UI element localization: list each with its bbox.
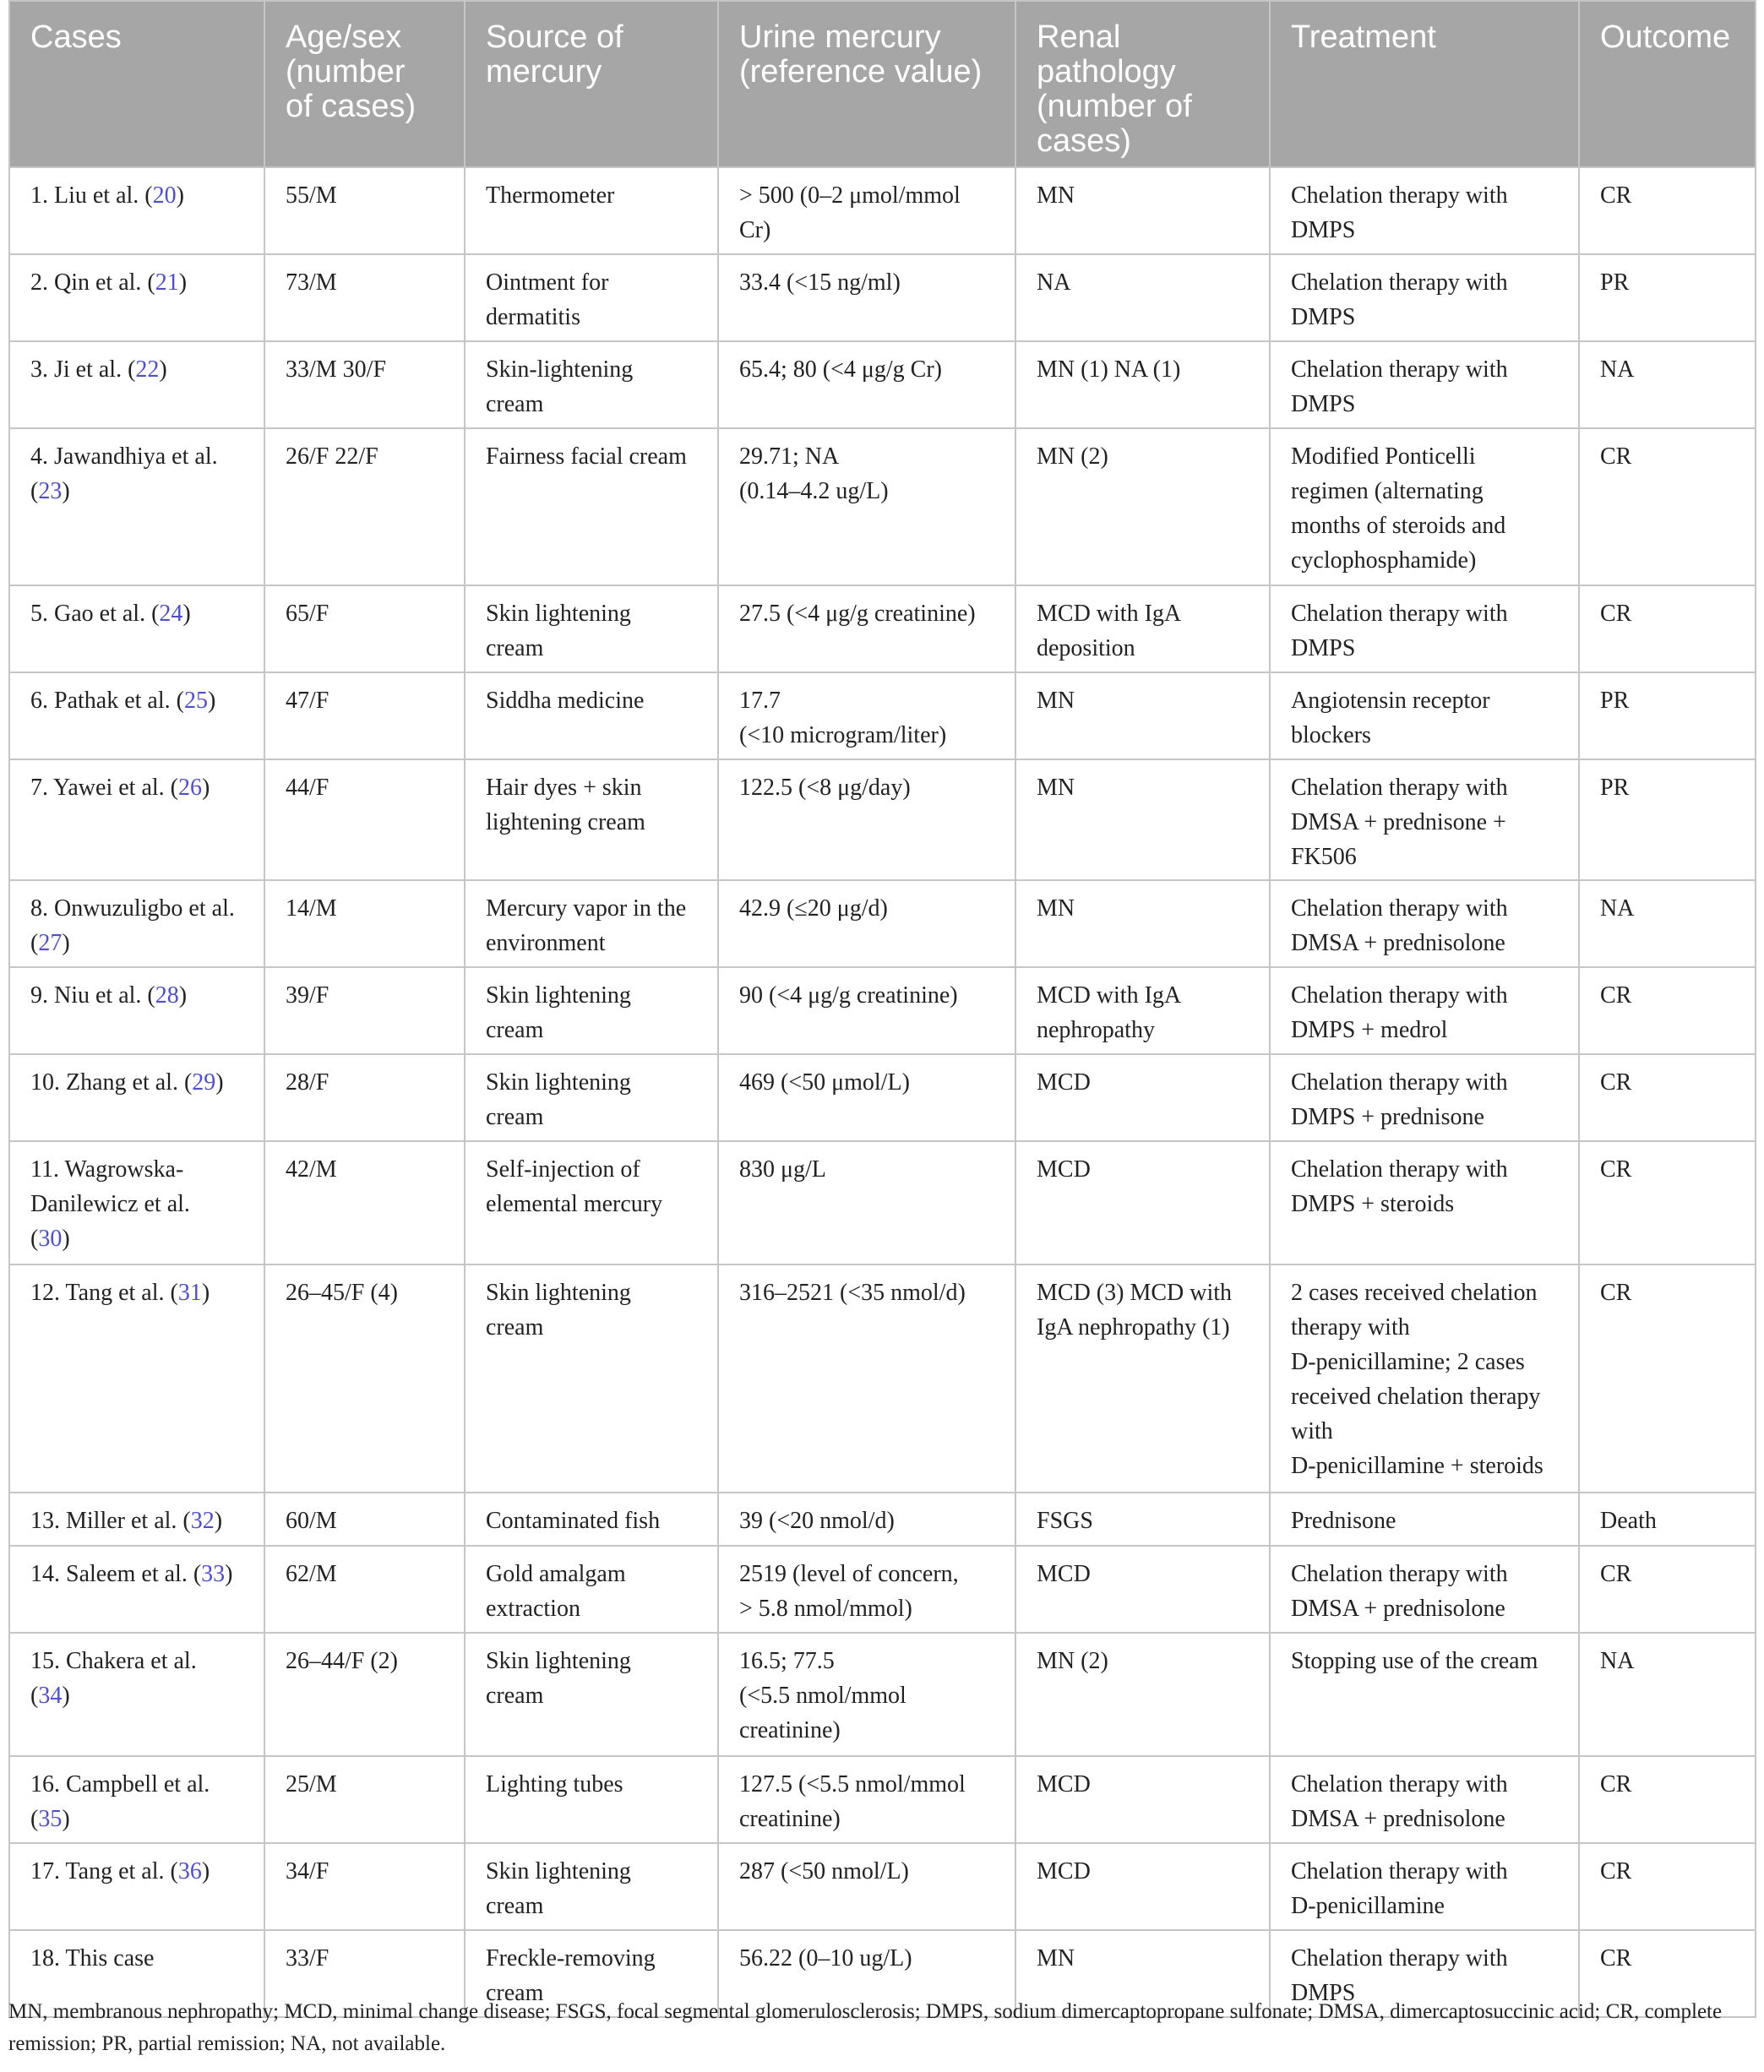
cell-age-sex: 26/F 22/F [264,428,465,585]
case-author: 7. Yawei et al. ( [30,775,178,801]
case-reference-link[interactable]: 27 [38,930,63,956]
table-row [9,880,1756,967]
cell-urine-mercury: 29.71; NA (0.14–4.2 ug/L) [718,428,1015,585]
cell-source: Skin lightening cream [465,967,718,1054]
table-body [9,167,1756,2017]
cases-table [8,0,1756,2018]
cell-source: Self-injection of elemental mercury [465,1141,718,1264]
case-author: 6. Pathak et al. ( [30,688,184,714]
case-reference-link[interactable]: 25 [183,688,208,714]
case-reference-link[interactable]: 30 [38,1226,63,1252]
table-row [9,967,1756,1054]
cell-outcome: PR [1579,759,1756,880]
cell-age-sex: 28/F [264,1054,465,1141]
cell-urine-mercury: 830 μg/L [718,1141,1015,1264]
case-reference-close: ) [176,182,184,209]
cell-urine-mercury: 2519 (level of concern, > 5.8 nmol/mmol) [718,1546,1015,1633]
cell-renal-pathology: MCD with IgA deposition [1015,585,1270,672]
cell-renal-pathology: MCD [1015,1054,1270,1141]
case-author: 5. Gao et al. ( [30,601,160,627]
case-reference-close: ) [207,688,216,714]
cell-treatment: Angiotensin receptor blockers [1270,672,1579,759]
cell-urine-mercury: 316–2521 (<35 nmol/d) [718,1264,1015,1493]
cell-urine-mercury: 16.5; 77.5 (<5.5 nmol/mmol creatinine) [718,1633,1015,1756]
cell-renal-pathology: MCD (3) MCD with IgA nephropathy (1) [1015,1264,1270,1493]
case-reference-link[interactable]: 20 [152,182,177,209]
cell-outcome: CR [1579,428,1756,585]
case-author: 4. Jawandhiya et al. ( [30,443,218,504]
cell-treatment: Stopping use of the cream [1270,1633,1579,1756]
cell-case [9,1843,264,1930]
case-author: 10. Zhang et al. ( [30,1069,193,1096]
case-reference-close: ) [225,1561,233,1587]
cell-renal-pathology: MN (2) [1015,428,1270,585]
cell-renal-pathology: MN [1015,1930,1270,2017]
cell-source: Skin lightening cream [465,1843,718,1930]
case-reference-link[interactable]: 29 [192,1069,216,1096]
cell-urine-mercury: 90 (<4 μg/g creatinine) [718,967,1015,1054]
cell-treatment: Chelation therapy with DMPS + medrol [1270,967,1579,1054]
table-row [9,1756,1756,1843]
cell-case [9,967,264,1054]
table-row [9,1843,1756,1930]
case-reference-link[interactable]: 31 [177,1280,202,1306]
cell-urine-mercury: 469 (<50 μmol/L) [718,1054,1015,1141]
case-author: 3. Ji et al. ( [30,356,136,383]
cell-renal-pathology: FSGS [1015,1493,1270,1546]
cell-case [9,1633,264,1756]
case-author: 14. Saleem et al. ( [30,1561,202,1587]
cell-source: Freckle-removing cream [465,1930,718,2017]
case-author: 16. Campbell et al. ( [30,1771,210,1832]
case-reference-link[interactable]: 22 [135,356,160,383]
cell-renal-pathology: NA [1015,254,1270,341]
cell-renal-pathology: MCD with IgA nephropathy [1015,967,1270,1054]
cell-source: Siddha medicine [465,672,718,759]
cell-case [9,585,264,672]
cell-source: Lighting tubes [465,1756,718,1843]
cell-treatment: Chelation therapy with DMPS [1270,167,1579,254]
case-reference-close: ) [62,478,70,504]
cell-renal-pathology: MCD [1015,1756,1270,1843]
cell-treatment: Chelation therapy with DMSA + prednisolone [1270,880,1579,967]
case-author: 2. Qin et al. ( [30,269,155,296]
cell-age-sex: 65/F [264,585,465,672]
cell-age-sex: 73/M [264,254,465,341]
cell-outcome: CR [1579,1141,1756,1264]
cell-renal-pathology: MCD [1015,1141,1270,1264]
header-cases: Cases [9,1,264,167]
cell-case [9,1493,264,1546]
cell-source: Skin lightening cream [465,1633,718,1756]
cell-source: Skin lightening cream [465,1264,718,1493]
table-row [9,1054,1756,1141]
cell-outcome: PR [1579,254,1756,341]
header-urine-mercury: Urine mercury (reference value) [718,1,1015,167]
cell-outcome: CR [1579,1546,1756,1633]
cell-urine-mercury: 56.22 (0–10 ug/L) [718,1930,1015,2017]
cell-urine-mercury: 39 (<20 nmol/d) [718,1493,1015,1546]
case-reference-link[interactable]: 21 [155,269,179,296]
cell-source: Skin-lightening cream [465,341,718,428]
cell-treatment: Chelation therapy with DMSA + prednisolone [1270,1756,1579,1843]
case-reference-close: ) [62,1226,70,1252]
cell-renal-pathology: MCD [1015,1843,1270,1930]
cell-outcome: CR [1579,1756,1756,1843]
case-reference-close: ) [178,269,188,296]
cell-urine-mercury: 65.4; 80 (<4 μg/g Cr) [718,341,1015,428]
cell-age-sex: 62/M [264,1546,465,1633]
cell-case [9,1141,264,1264]
cell-source: Gold amalgam extraction [465,1546,718,1633]
case-reference-close: ) [178,982,188,1009]
cell-renal-pathology: MN [1015,759,1270,880]
case-reference-close: ) [182,601,191,627]
cell-case [9,1756,264,1843]
cell-case [9,167,264,254]
table-row [9,759,1756,880]
table-row [9,341,1756,428]
cell-treatment: Chelation therapy with DMPS + steroids [1270,1141,1579,1264]
cell-case [9,1054,264,1141]
cell-urine-mercury: 17.7 (<10 microgram/liter) [718,672,1015,759]
cell-case [9,759,264,880]
case-reference-link[interactable]: 33 [201,1561,226,1587]
cell-case [9,254,264,341]
cell-source: Skin lightening cream [465,585,718,672]
cell-treatment: Chelation therapy with DMPS + prednisone [1270,1054,1579,1141]
cell-source: Ointment for dermatitis [465,254,718,341]
case-author: 9. Niu et al. ( [30,982,155,1009]
case-reference-close: ) [62,1683,70,1709]
cell-case [9,341,264,428]
cell-treatment: Modified Ponticelli regimen (alternating months of steroids and cyclophosphamide) [1270,428,1579,585]
table-row [9,672,1756,759]
table-row [9,1546,1756,1633]
cell-urine-mercury: 287 (<50 nmol/L) [718,1843,1015,1930]
header-age-sex: Age/sex (number of cases) [264,1,465,167]
case-reference-link[interactable]: 26 [177,775,202,801]
table-row [9,254,1756,341]
cell-urine-mercury: 33.4 (<15 ng/ml) [718,254,1015,341]
case-reference-close: ) [62,930,70,956]
cell-case [9,1546,264,1633]
cell-case [9,428,264,585]
case-author: 8. Onwuzuligbo et al. ( [30,895,235,956]
cell-renal-pathology: MN [1015,167,1270,254]
cell-age-sex: 39/F [264,967,465,1054]
cell-urine-mercury: 42.9 (≤20 μg/d) [718,880,1015,967]
cell-outcome: CR [1579,1054,1756,1141]
cell-source: Hair dyes + skin lightening cream [465,759,718,880]
cell-treatment: Chelation therapy with DMPS [1270,1930,1579,2017]
cell-outcome: CR [1579,1843,1756,1930]
case-reference-close: ) [215,1069,224,1096]
cell-age-sex: 33/F [264,1930,465,2017]
cell-outcome: NA [1579,1633,1756,1756]
cell-case [9,1264,264,1493]
header-renal-pathology: Renal pathology (number of cases) [1015,1,1270,167]
cell-treatment: Chelation therapy with DMPS [1270,585,1579,672]
case-reference-close: ) [201,1280,210,1306]
case-reference-close: ) [201,775,210,801]
cell-source: Contaminated fish [465,1493,718,1546]
cell-renal-pathology: MN [1015,880,1270,967]
cell-renal-pathology: MN [1015,672,1270,759]
cell-renal-pathology: MN (1) NA (1) [1015,341,1270,428]
case-reference-close: ) [214,1508,223,1534]
cell-treatment: Chelation therapy with DMSA + prednisolone [1270,1546,1579,1633]
case-author: 17. Tang et al. ( [30,1858,178,1884]
cell-outcome: CR [1579,1264,1756,1493]
cell-outcome: CR [1579,585,1756,672]
case-reference-link[interactable]: 24 [159,601,183,627]
cell-age-sex: 14/M [264,880,465,967]
case-reference-link[interactable]: 36 [177,1858,202,1884]
cell-outcome: NA [1579,880,1756,967]
cell-outcome: Death [1579,1493,1756,1546]
cell-age-sex: 26–44/F (2) [264,1633,465,1756]
cell-source: Thermometer [465,167,718,254]
table-row [9,428,1756,585]
header-source: Source of mercury [465,1,718,167]
cell-treatment: 2 cases received chelation therapy with D-penicillamine; 2 cases received chelation therapy with D-penicillamine + steroids [1270,1264,1579,1493]
table-row [9,1141,1756,1264]
case-reference-close: ) [201,1858,210,1884]
cell-urine-mercury: > 500 (0–2 μmol/mmol Cr) [718,167,1015,254]
table-row [9,1633,1756,1756]
case-author: 15. Chakera et al. ( [30,1648,197,1709]
cell-age-sex: 25/M [264,1756,465,1843]
case-reference-link[interactable]: 23 [38,478,63,504]
cell-urine-mercury: 27.5 (<4 μg/g creatinine) [718,585,1015,672]
cell-age-sex: 55/M [264,167,465,254]
cell-treatment: Chelation therapy with DMSA + prednisone + FK506 [1270,759,1579,880]
case-reference-link[interactable]: 32 [190,1508,215,1534]
cell-outcome: PR [1579,672,1756,759]
case-reference-link[interactable]: 34 [38,1683,63,1709]
case-author: 13. Miller et al. ( [30,1508,191,1534]
table-footnote: MN, membranous nephropathy; MCD, minimal change disease; FSGS, focal segmental glomerulosclerosis; DMPS, sodium dimercaptopropane sulfonate; DMSA, dimercaptosuccinic acid; CR, complete remission; PR, partial remission; NA, not available. [8,2000,1723,2055]
table-row [9,1264,1756,1493]
header-treatment: Treatment [1270,1,1579,167]
case-author: 12. Tang et al. ( [30,1280,178,1306]
cell-age-sex: 26–45/F (4) [264,1264,465,1493]
table-row [9,1493,1756,1546]
header-outcome: Outcome [1579,1,1756,167]
cell-treatment: Prednisone [1270,1493,1579,1546]
cell-outcome: CR [1579,1930,1756,2017]
cell-age-sex: 33/M 30/F [264,341,465,428]
cell-treatment: Chelation therapy with D-penicillamine [1270,1843,1579,1930]
cell-age-sex: 47/F [264,672,465,759]
cell-age-sex: 60/M [264,1493,465,1546]
cell-source: Skin lightening cream [465,1054,718,1141]
case-reference-close: ) [159,356,167,383]
cell-treatment: Chelation therapy with DMPS [1270,341,1579,428]
table-row [9,167,1756,254]
cell-age-sex: 44/F [264,759,465,880]
cell-renal-pathology: MN (2) [1015,1633,1270,1756]
case-reference-link[interactable]: 28 [155,982,179,1009]
cell-source: Fairness facial cream [465,428,718,585]
cell-treatment: Chelation therapy with DMPS [1270,254,1579,341]
cell-source: Mercury vapor in the environment [465,880,718,967]
case-reference-close: ) [62,1806,70,1832]
cell-age-sex: 42/M [264,1141,465,1264]
cell-urine-mercury: 122.5 (<8 μg/day) [718,759,1015,880]
case-author: 18. This case [30,1945,155,1971]
case-author: 1. Liu et al. ( [30,182,153,209]
cell-case [9,880,264,967]
cell-age-sex: 34/F [264,1843,465,1930]
cell-case [9,672,264,759]
cell-outcome: CR [1579,967,1756,1054]
case-author: 11. Wagrowska- Danilewicz et al. ( [30,1156,190,1252]
cell-urine-mercury: 127.5 (<5.5 nmol/mmol creatinine) [718,1756,1015,1843]
table-row [9,585,1756,672]
case-reference-link[interactable]: 35 [38,1806,63,1832]
cell-outcome: NA [1579,341,1756,428]
table-header-row [9,1,1756,167]
cell-outcome: CR [1579,167,1756,254]
cell-renal-pathology: MCD [1015,1546,1270,1633]
